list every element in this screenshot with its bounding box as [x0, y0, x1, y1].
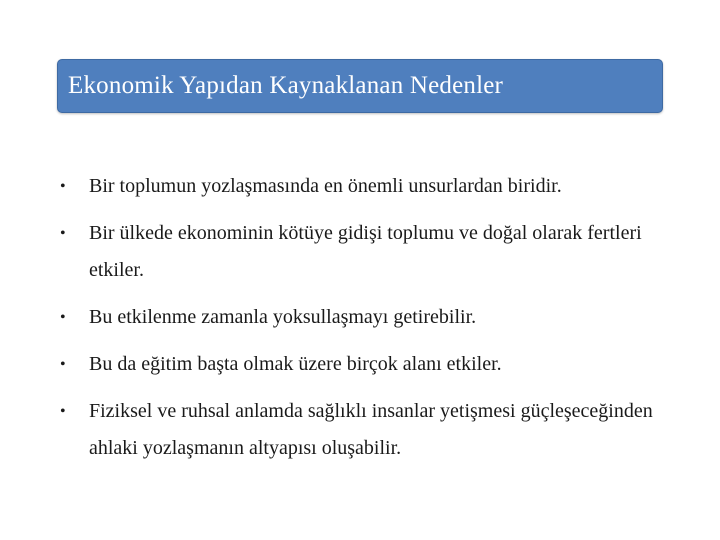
bullet-text: Bu da eğitim başta olmak üzere birçok alanı etkiler. — [89, 353, 502, 375]
bullet-item — [60, 168, 680, 205]
bullet-item — [60, 393, 680, 467]
bullet-text: Fiziksel ve ruhsal anlamda sağlıklı insanlar yetişmesi güçleşeceğinden ahlaki yozlaşmanın altyapısı oluşabilir. — [89, 400, 653, 459]
title-banner — [57, 59, 663, 113]
bullet-dot-icon: • — [60, 225, 66, 242]
bullet-dot-icon: • — [60, 309, 66, 326]
bullet-text: Bir ülkede ekonominin kötüye gidişi toplumu ve doğal olarak fertleri etkiler. — [89, 222, 642, 281]
bullet-dot-icon: • — [60, 178, 66, 195]
bullet-dot-icon: • — [60, 403, 66, 420]
slide-title: Ekonomik Yapıdan Kaynaklanan Nedenler — [68, 72, 504, 99]
bullet-dot-icon: • — [60, 356, 66, 373]
bullet-item — [60, 346, 680, 383]
bullet-text: Bir toplumun yozlaşmasında en önemli unsurlardan biridir. — [89, 175, 562, 197]
bullet-item — [60, 299, 680, 336]
bullet-text: Bu etkilenme zamanla yoksullaşmayı getirebilir. — [89, 306, 477, 328]
bullet-list — [60, 168, 680, 477]
bullet-item — [60, 215, 680, 289]
